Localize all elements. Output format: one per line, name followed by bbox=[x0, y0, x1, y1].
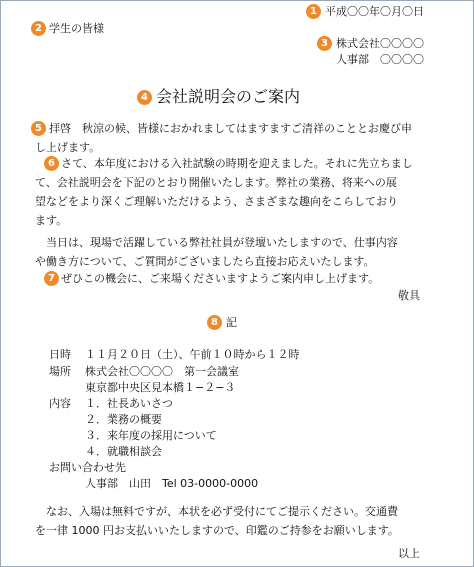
detail-content-item: ２．業務の概要 bbox=[85, 413, 162, 426]
greeting-line: し上げます。 bbox=[35, 141, 101, 154]
closing-sentence: ぜひこの機会に、ご来場くださいますようご案内申し上げます。 bbox=[61, 272, 380, 285]
detail-place-address: 東京都中央区見本橋１−２−３ bbox=[85, 381, 236, 394]
body2-line: や働き方について、ご質問がございましたら直接お応えいたします。 bbox=[35, 255, 375, 268]
issue-date: 平成〇〇年〇月〇日 bbox=[325, 5, 424, 18]
body1-line: さて、本年度における入社試験の時期を迎えました。それに先立ちまし bbox=[61, 157, 413, 170]
marker-badge-6: 6 bbox=[44, 156, 59, 171]
detail-place-label: 場所 bbox=[49, 365, 71, 378]
marker-badge-1: 1 bbox=[306, 4, 321, 19]
detail-contact-label: お問い合わせ先 bbox=[49, 461, 126, 474]
greeting-paragraph bbox=[35, 119, 412, 157]
ijou: 以上 bbox=[398, 547, 420, 560]
page-title: 会社説明会のご案内 bbox=[156, 87, 301, 106]
detail-content-item: ３．来年度の採用について bbox=[85, 429, 217, 442]
body1-line: 望などをより深くご理解いただけるよう、さまざまな趣向をこらしており bbox=[35, 195, 398, 208]
body2-line: 当日は、現場で活躍している弊社社員が登壇いたしますので、仕事内容 bbox=[35, 236, 398, 249]
body-paragraph-2 bbox=[35, 233, 398, 271]
keigu: 敬具 bbox=[398, 289, 420, 302]
note-line: なお、入場は無料ですが、本状を必ず受付にてご提示ください。交通費 bbox=[35, 505, 398, 518]
note-paragraph bbox=[35, 502, 399, 540]
detail-date-label: 日時 bbox=[49, 348, 71, 361]
marker-badge-7: 7 bbox=[44, 271, 59, 286]
body-paragraph-1 bbox=[35, 154, 413, 230]
detail-place-value: 株式会社〇〇〇〇 第一会議室 bbox=[85, 365, 239, 378]
marker-badge-4: 4 bbox=[137, 90, 152, 105]
sender-company: 株式会社〇〇〇〇 bbox=[336, 37, 424, 50]
sender-department: 人事部 〇〇〇〇 bbox=[336, 53, 424, 66]
marker-badge-8: 8 bbox=[207, 315, 222, 330]
detail-contact-value: 人事部 山田 Tel 03-0000-0000 bbox=[85, 477, 259, 490]
body1-line: て、会社説明会を下記のとおり開催いたします。弊社の業務、将来への展 bbox=[35, 176, 397, 189]
detail-content-item: ４．就職相談会 bbox=[85, 445, 162, 458]
detail-content-item: １．社長あいさつ bbox=[85, 397, 173, 410]
detail-date-value: １１月２０日（土）、午前１０時から１２時 bbox=[85, 348, 300, 361]
body1-line: ます。 bbox=[35, 214, 68, 227]
note-line: を一律 1000 円お支払いいたしますので、印鑑のご持参をお願いします。 bbox=[35, 524, 399, 537]
marker-badge-5: 5 bbox=[31, 121, 46, 136]
greeting-line: 拝啓 秋涼の候、皆様におかれましてはますますご清祥のこととお慶び申 bbox=[49, 122, 412, 135]
ki-heading: 記 bbox=[226, 316, 237, 329]
marker-badge-2: 2 bbox=[31, 21, 46, 36]
recipient: 学生の皆様 bbox=[49, 22, 104, 35]
detail-content-label: 内容 bbox=[49, 397, 71, 410]
marker-badge-3: 3 bbox=[317, 36, 332, 51]
